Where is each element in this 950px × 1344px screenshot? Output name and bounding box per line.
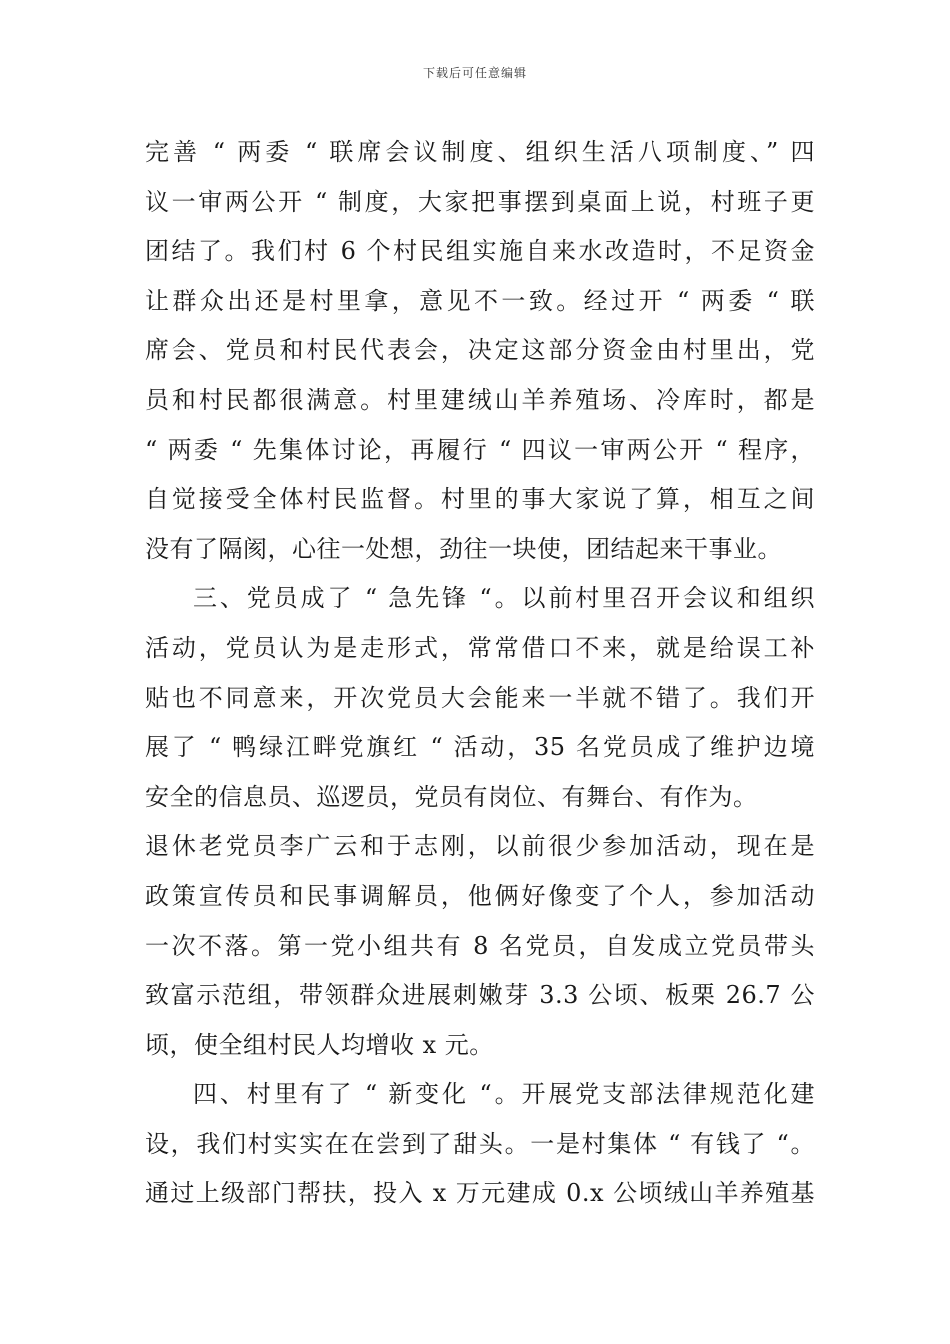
text-line: 让群众出还是村里拿，意见不一致。经过开 “ 两委 “ 联 (145, 286, 815, 315)
text-line: 致富示范组，带领群众进展刺嫩芽 3.3 公顷、板栗 26.7 公 (145, 981, 815, 1010)
text-line: 设，我们村实实在在尝到了甜头。一是村集体 “ 有钱了 “。 (145, 1129, 815, 1158)
text-line: 员和村民都很满意。村里建绒山羊养殖场、冷库时，都是 (145, 385, 815, 414)
text-line: 通过上级部门帮扶，投入 x 万元建成 0.x 公顷绒山羊养殖基 (145, 1179, 815, 1208)
text-line: “ 两委 “ 先集体讨论，再履行 “ 四议一审两公开 “ 程序， (145, 435, 815, 464)
text-line: 席会、党员和村民代表会，决定这部分资金由村里出，党 (145, 336, 815, 365)
text-line: 一次不落。第一党小组共有 8 名党员，自发成立党员带头 (145, 931, 815, 960)
text-line: 自觉接受全体村民监督。村里的事大家说了算，相互之间 (145, 485, 815, 514)
text-line: 团结了。我们村 6 个村民组实施自来水改造时，不足资金 (145, 237, 815, 266)
text-line: 展了 “ 鸭绿江畔党旗红 “ 活动，35 名党员成了维护边境 (145, 733, 815, 762)
text-line: 顷，使全组村民人均增收 x 元。 (145, 1030, 494, 1059)
text-line: 完善 “ 两委 “ 联席会议制度、组织生活八项制度、” 四 (145, 138, 815, 166)
text-line: 安全的信息员、巡逻员，党员有岗位、有舞台、有作为。 (145, 782, 758, 811)
text-line: 贴也不同意来，开次党员大会能来一半就不错了。我们开 (145, 683, 815, 712)
text-line: 政策宣传员和民事调解员，他俩好像变了个人，参加活动 (145, 881, 815, 910)
page-header: 下载后可任意编辑 (422, 66, 527, 80)
document-body (145, 128, 815, 1219)
text-line: 没有了隔阂，心往一处想，劲往一块使，团结起来干事业。 (145, 534, 782, 563)
text-line: 三、党员成了 “ 急先锋 “。以前村里召开会议和组织 (193, 584, 815, 613)
text-line: 议一审两公开 “ 制度，大家把事摆到桌面上说，村班子更 (145, 187, 815, 216)
text-line: 活动，党员认为是走形式，常常借口不来，就是给误工补 (145, 633, 815, 662)
text-line: 退休老党员李广云和于志刚，以前很少参加活动，现在是 (145, 832, 815, 861)
text-line: 四、村里有了 “ 新变化 “。开展党支部法律规范化建 (193, 1080, 815, 1109)
